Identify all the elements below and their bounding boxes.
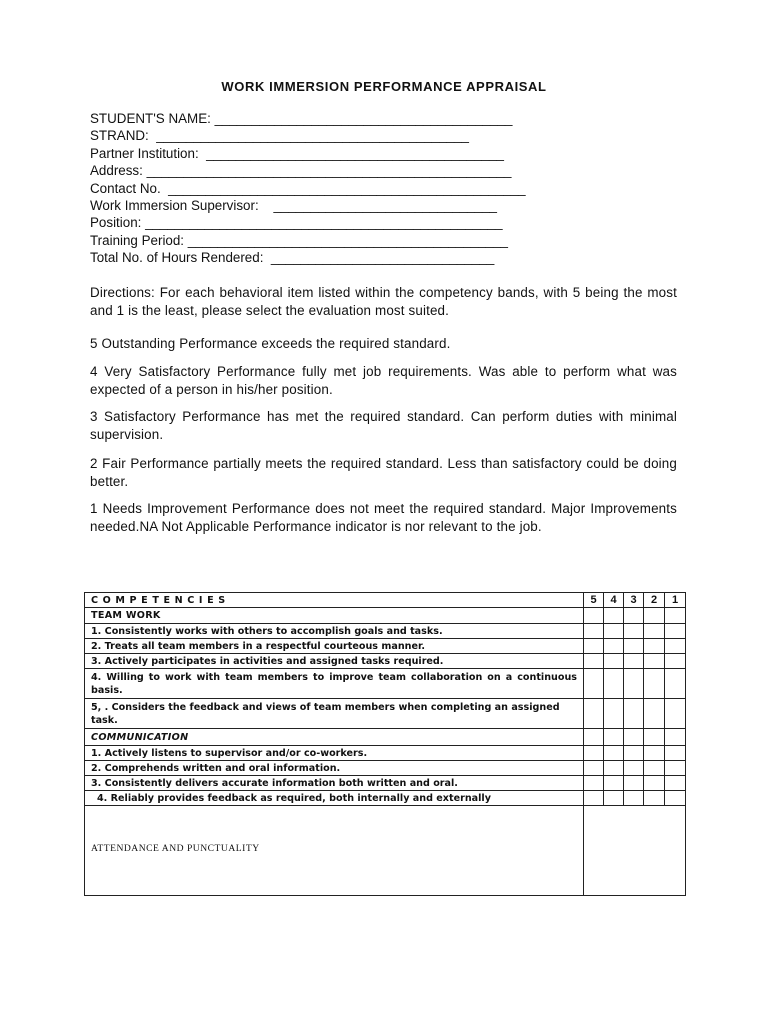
field-address[interactable] <box>90 162 511 179</box>
rating-cell[interactable] <box>604 669 624 699</box>
table-row <box>85 639 686 654</box>
table-row <box>85 654 686 669</box>
rating-cell[interactable] <box>604 699 624 729</box>
rating-cell[interactable] <box>604 624 624 639</box>
scale-5-header: 5 <box>584 593 604 608</box>
rating-cell[interactable] <box>644 699 665 729</box>
field-label: STRAND: <box>90 128 149 143</box>
rating-3-text: 3 Satisfactory Performance has met the required standard. Can perform duties with minimal supervision. <box>90 409 677 443</box>
competency-item: 3. Actively participates in activities and assigned tasks required. <box>85 654 584 669</box>
field-label: Total No. of Hours Rendered: <box>90 250 264 265</box>
field-label: Contact No. <box>90 181 161 196</box>
section-row-communication <box>85 729 686 746</box>
section-label-attendance: ATTENDANCE AND PUNCTUALITY <box>85 806 584 896</box>
field-blank[interactable]: __________________________________________ <box>148 128 470 143</box>
field-label: Address: <box>90 163 143 178</box>
section-label-communication: COMMUNICATION <box>85 729 584 746</box>
table-row <box>85 669 686 699</box>
rating-cell[interactable] <box>665 776 686 791</box>
rating-cell[interactable] <box>665 608 686 624</box>
table-row <box>85 746 686 761</box>
rating-2-text: 2 Fair Performance partially meets the required standard. Less than satisfactory could be doing better. <box>90 456 677 490</box>
rating-cell[interactable] <box>604 729 624 746</box>
rating-cell[interactable] <box>665 729 686 746</box>
field-blank[interactable]: ______________________________ <box>258 198 497 213</box>
rating-cell[interactable] <box>665 669 686 699</box>
rating-cell[interactable] <box>584 776 604 791</box>
rating-cell[interactable] <box>665 699 686 729</box>
rating-cell[interactable] <box>584 669 604 699</box>
rating-cell[interactable] <box>584 729 604 746</box>
rating-cell[interactable] <box>624 639 644 654</box>
rating-cell[interactable] <box>584 654 604 669</box>
competencies-header: COMPETENCIES <box>85 593 584 608</box>
rating-cell[interactable] <box>644 791 665 806</box>
scale-2-header: 2 <box>644 593 665 608</box>
field-blank[interactable]: ________________________________________ <box>198 146 505 161</box>
rating-1-text: 1 Needs Improvement Performance does not meet the required standard. Major Improvements needed.NA Not Applicable Performance indicator is nor relevant to the job. <box>90 501 677 535</box>
rating-cell[interactable] <box>644 639 665 654</box>
rating-cell[interactable] <box>624 761 644 776</box>
rating-cell[interactable] <box>624 608 644 624</box>
field-contact-no[interactable] <box>90 180 526 197</box>
rating-cell[interactable] <box>624 791 644 806</box>
field-blank[interactable]: ________________________________________________ <box>160 181 526 196</box>
rating-cell[interactable] <box>644 654 665 669</box>
rating-cell[interactable] <box>665 761 686 776</box>
rating-cell[interactable] <box>624 746 644 761</box>
rating-cell[interactable] <box>584 791 604 806</box>
rating-5-text: 5 Outstanding Performance exceeds the required standard. <box>90 336 451 351</box>
section-label-team-work: TEAM WORK <box>85 608 584 624</box>
rating-cell[interactable] <box>584 624 604 639</box>
table-row <box>85 776 686 791</box>
rating-cell[interactable] <box>604 776 624 791</box>
field-label: Partner Institution: <box>90 146 199 161</box>
field-blank[interactable]: ______________________________ <box>263 250 495 265</box>
competencies-table <box>84 592 686 896</box>
rating-cell[interactable] <box>644 729 665 746</box>
field-student-name[interactable] <box>90 110 512 127</box>
competency-item: 3. Consistently delivers accurate information both written and oral. <box>85 776 584 791</box>
field-blank[interactable]: _________________________________________________ <box>142 163 512 178</box>
table-row <box>85 761 686 776</box>
rating-cell[interactable] <box>644 669 665 699</box>
rating-cell[interactable] <box>644 761 665 776</box>
rating-4-text: 4 Very Satisfactory Performance fully met job requirements. Was able to perform what was expected of a person in his/her position. <box>90 364 677 398</box>
rating-cell[interactable] <box>604 746 624 761</box>
rating-cell[interactable] <box>665 654 686 669</box>
section-row-team-work <box>85 608 686 624</box>
field-blank[interactable]: ________________________________________________ <box>141 215 503 230</box>
rating-cell[interactable] <box>624 669 644 699</box>
field-total-hours[interactable] <box>90 249 494 266</box>
table-row <box>85 791 686 806</box>
directions-text: Directions: For each behavioral item listed within the competency bands, with 5 being the most and 1 is the least, please select the evaluation most suited. <box>90 285 677 319</box>
field-strand[interactable] <box>90 127 469 144</box>
rating-cell[interactable] <box>624 654 644 669</box>
rating-cell[interactable] <box>644 746 665 761</box>
rating-cell[interactable] <box>665 639 686 654</box>
rating-cell[interactable] <box>584 608 604 624</box>
table-row <box>85 624 686 639</box>
rating-cell[interactable] <box>644 776 665 791</box>
field-blank[interactable]: ________________________________________ <box>210 111 513 126</box>
rating-cell[interactable] <box>604 608 624 624</box>
rating-cell[interactable] <box>644 608 665 624</box>
rating-cell[interactable] <box>584 806 686 896</box>
scale-1-header: 1 <box>665 593 686 608</box>
table-header-row <box>85 593 686 608</box>
competency-item: 4. Willing to work with team members to improve team collaboration on a continuous basis. <box>85 669 584 699</box>
rating-cell[interactable] <box>604 654 624 669</box>
section-row-attendance <box>85 806 686 896</box>
field-label: Training Period: <box>90 233 185 248</box>
form-title: WORK IMMERSION PERFORMANCE APPRAISAL <box>221 79 547 94</box>
field-partner-institution[interactable] <box>90 145 504 162</box>
field-blank[interactable]: ___________________________________________ <box>184 233 508 248</box>
field-supervisor[interactable] <box>90 197 497 214</box>
scale-3-header: 3 <box>624 593 644 608</box>
competency-item: 2. Comprehends written and oral information. <box>85 761 584 776</box>
competency-item: 1. Consistently works with others to accomplish goals and tasks. <box>85 624 584 639</box>
competency-item: 1. Actively listens to supervisor and/or co-workers. <box>85 746 584 761</box>
rating-cell[interactable] <box>624 624 644 639</box>
rating-cell[interactable] <box>584 746 604 761</box>
rating-cell[interactable] <box>665 746 686 761</box>
field-label: Work Immersion Supervisor: <box>90 198 259 213</box>
rating-cell[interactable] <box>584 699 604 729</box>
competency-item: 2. Treats all team members in a respectful courteous manner. <box>85 639 584 654</box>
rating-cell[interactable] <box>604 791 624 806</box>
field-label: Position: <box>90 215 142 230</box>
scale-4-header: 4 <box>604 593 624 608</box>
rating-cell[interactable] <box>624 699 644 729</box>
competency-item: 5, . Considers the feedback and views of team members when completing an assigned task. <box>85 699 584 729</box>
rating-cell[interactable] <box>665 624 686 639</box>
rating-cell[interactable] <box>665 791 686 806</box>
field-training-period[interactable] <box>90 232 508 249</box>
table-row <box>85 699 686 729</box>
field-label: STUDENT'S NAME: <box>90 111 211 126</box>
rating-cell[interactable] <box>604 639 624 654</box>
rating-cell[interactable] <box>624 729 644 746</box>
competency-item: 4. Reliably provides feedback as required, both internally and externally <box>85 791 584 806</box>
rating-cell[interactable] <box>624 776 644 791</box>
field-position[interactable] <box>90 214 503 231</box>
rating-cell[interactable] <box>604 761 624 776</box>
rating-cell[interactable] <box>584 761 604 776</box>
rating-cell[interactable] <box>644 624 665 639</box>
rating-cell[interactable] <box>584 639 604 654</box>
